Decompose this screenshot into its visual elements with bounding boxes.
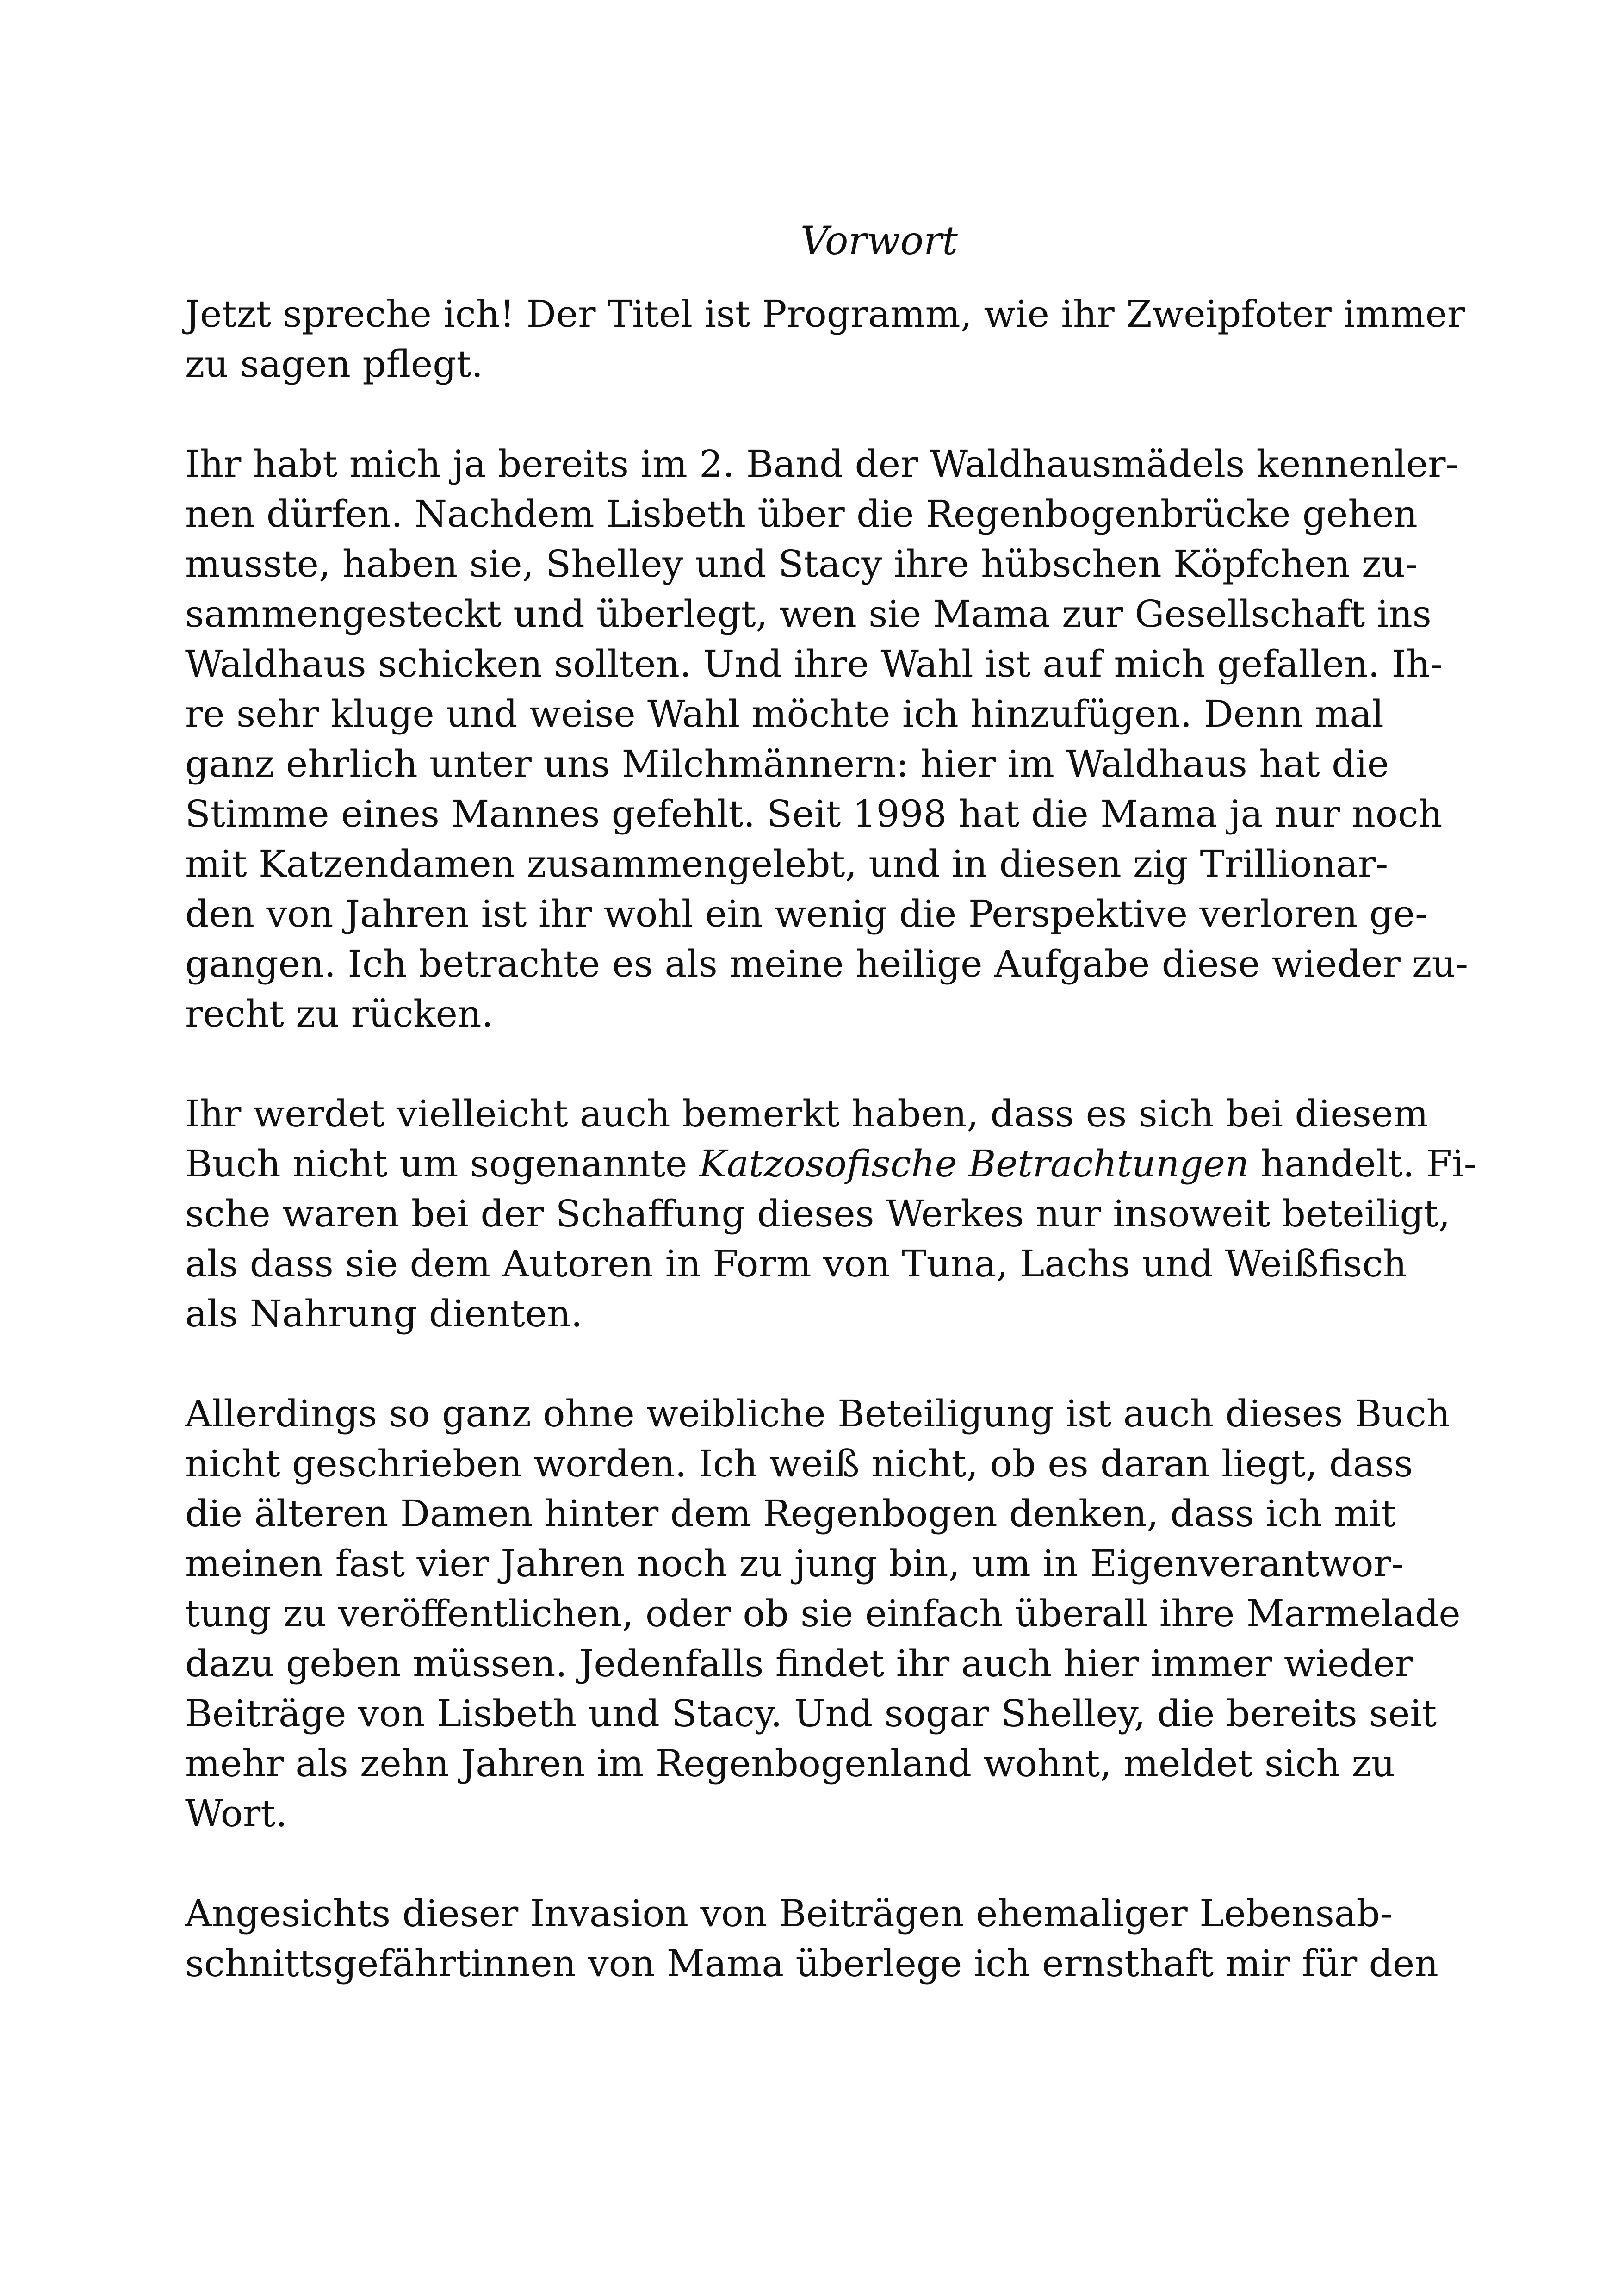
paragraph-gap — [185, 1839, 1444, 1889]
text-line: nicht geschrieben worden. Ich weiß nicht, ob es daran liegt, dass — [185, 1442, 1413, 1485]
paragraph-4 — [185, 1389, 1461, 1839]
text-segment: handelt. Fi- — [1249, 1142, 1476, 1185]
text-line: mit Katzendamen zusammengelebt, und in diesen zig Trillionar- — [185, 842, 1389, 885]
text-line: Stimme eines Mannes gefehlt. Seit 1998 hat die Mama ja nur noch — [185, 792, 1443, 835]
paragraph-1 — [185, 289, 1465, 389]
paragraph-5 — [185, 1889, 1444, 1989]
text-line: tung zu veröffentlichen, oder ob sie einfach überall ihre Marmelade — [185, 1592, 1461, 1635]
paragraph-gap — [185, 1039, 1444, 1089]
text-line: ganz ehrlich unter uns Milchmännern: hier im Waldhaus hat die — [185, 742, 1389, 785]
text-line: meinen fast vier Jahren noch zu jung bin, um in Eigenverantwor- — [185, 1542, 1404, 1585]
text-line: Ihr werdet vielleicht auch bemerkt haben, dass es sich bei diesem — [185, 1092, 1428, 1135]
text-line: dazu geben müssen. Jedenfalls findet ihr auch hier immer wieder — [185, 1642, 1413, 1685]
text-line: den von Jahren ist ihr wohl ein wenig die Perspektive verloren ge- — [185, 892, 1428, 935]
text-line: Waldhaus schicken sollten. Und ihre Wahl ist auf mich gefallen. Ih- — [185, 642, 1443, 685]
text-line: Ihr habt mich ja bereits im 2. Band der Waldhausmädels kennenler- — [185, 442, 1458, 485]
paragraph-gap — [185, 1339, 1444, 1389]
text-line: sammengesteckt und überlegt, wen sie Mama zur Gesellschaft ins — [185, 592, 1432, 635]
text-line: die älteren Damen hinter dem Regenbogen denken, dass ich mit — [185, 1492, 1396, 1535]
text-line: Jetzt spreche ich! Der Titel ist Programm, wie ihr Zweipfoter immer — [185, 292, 1465, 336]
text-line: recht zu rücken. — [185, 992, 493, 1035]
text-line: musste, haben sie, Shelley und Stacy ihre hübschen Köpfchen zu- — [185, 542, 1418, 585]
text-line: als dass sie dem Autoren in Form von Tuna, Lachs und Weißfisch — [185, 1242, 1407, 1285]
text-line: gangen. Ich betrachte es als meine heilige Aufgabe diese wieder zu- — [185, 942, 1469, 985]
paragraph-gap — [185, 389, 1444, 439]
paragraph-2 — [185, 439, 1469, 1039]
text-line: Wort. — [185, 1792, 287, 1835]
text-line — [185, 1139, 1476, 1189]
text-line: als Nahrung dienten. — [185, 1292, 583, 1335]
text-line: sche waren bei der Schaffung dieses Werkes nur insoweit beteiligt, — [185, 1192, 1451, 1235]
body-text — [185, 289, 1476, 1989]
text-line: zu sagen pflegt. — [185, 342, 484, 386]
text-line: schnittsgefährtinnen von Mama überlege ich ernsthaft mir für den — [185, 1942, 1438, 1985]
text-line: nen dürfen. Nachdem Lisbeth über die Regenbogenbrücke gehen — [185, 492, 1418, 535]
text-line: re sehr kluge und weise Wahl möchte ich hinzufügen. Denn mal — [185, 692, 1384, 735]
chapter-heading: Vorwort — [800, 218, 958, 263]
text-line: mehr als zehn Jahren im Regenbogenland wohnt, meldet sich zu — [185, 1742, 1395, 1785]
text-line: Beiträge von Lisbeth und Stacy. Und sogar Shelley, die bereits seit — [185, 1692, 1437, 1735]
text-line: Angesichts dieser Invasion von Beiträgen ehemaliger Lebensab- — [185, 1892, 1393, 1935]
text-segment: Buch nicht um sogenannte — [185, 1142, 699, 1185]
book-title-emphasis: Katzosofische Betrachtungen — [699, 1142, 1249, 1185]
text-line: Allerdings so ganz ohne weibliche Beteiligung ist auch dieses Buch — [185, 1392, 1451, 1435]
paragraph-3 — [185, 1089, 1476, 1339]
